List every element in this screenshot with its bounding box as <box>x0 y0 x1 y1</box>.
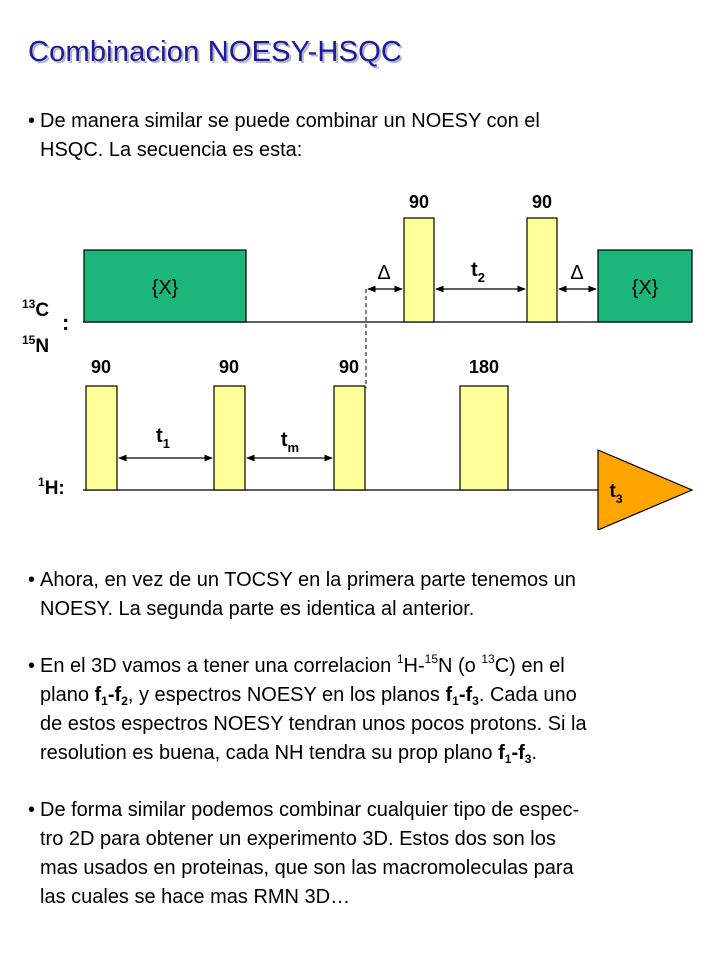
text-line: Ahora, en vez de un TOCSY en la primera parte tenemos un <box>40 569 576 591</box>
h-pulse-90-1 <box>86 386 117 490</box>
tm-label: $t_m$ <box>280 429 300 455</box>
text-line: NOESY. La segunda parte es identica al anterior. <box>40 598 475 620</box>
channel-colon: : <box>62 310 70 335</box>
t1-label: $t_1$ <box>156 425 170 451</box>
c-channel-label: $^{13}$C <box>22 297 50 321</box>
h-pulse-label-1: 90 <box>90 357 112 377</box>
t3-label: $t_3$ <box>609 481 623 506</box>
c-pulse-90-2 <box>527 218 557 322</box>
h-pulse-label-4: 180 <box>468 357 500 377</box>
bullet: • <box>28 569 36 591</box>
delta-label-right: Δ <box>570 262 584 284</box>
text-line: De forma similar podemos combinar cualquier tipo de espec- <box>40 799 580 821</box>
h-pulse-180 <box>460 386 508 490</box>
bullet: • <box>28 799 36 821</box>
text-line: mas usados en proteinas, que son las macromoleculas para <box>40 857 574 879</box>
h-pulse-90-2 <box>214 386 245 490</box>
text-line: tro 2D para obtener un experimento 3D. Estos dos son los <box>40 828 556 850</box>
text-line: En el 3D vamos a tener una correlacion $^1$H-$^{15}$N (o $^{13}$C) en el <box>40 652 565 677</box>
delta-label-left: Δ <box>377 262 391 284</box>
n-channel-label: $^{15}$N <box>22 333 50 357</box>
bullet: • <box>28 655 36 677</box>
text-line: resolution es buena, cada NH tendra su prop plano $f_1-f_3$. <box>40 742 538 766</box>
text-line: las cuales se hace mas RMN 3D… <box>40 886 351 908</box>
paragraph-noesy <box>28 566 708 624</box>
paragraph-intro <box>28 107 708 165</box>
bullet: • <box>28 110 36 132</box>
t2-label: $t_2$ <box>471 259 485 285</box>
h-channel-label: $^1$H: <box>38 475 65 499</box>
c-pulse-label-1: 90 <box>408 192 430 212</box>
decoupling-label-left: {X} <box>151 277 179 299</box>
text-line: plano $f_1-f_2$, y espectros NOESY en los planos $f_1-f_3$. Cada uno <box>40 684 577 708</box>
h-pulse-90-3 <box>334 386 365 490</box>
c-pulse-90-1 <box>404 218 434 322</box>
text-line: HSQC. La secuencia es esta: <box>40 139 303 161</box>
text-line: De manera similar se puede combinar un NOESY con el <box>40 110 540 132</box>
pulse-sequence-diagram <box>0 170 720 530</box>
decoupling-label-right: {X} <box>631 277 659 299</box>
h-pulse-label-2: 90 <box>218 357 240 377</box>
text-line: de estos espectros NOESY tendran unos pocos protons. Si la <box>40 713 587 735</box>
c-pulse-label-2: 90 <box>531 192 553 212</box>
page-title: Combinacion NOESY-HSQC <box>28 36 403 68</box>
h-pulse-label-3: 90 <box>338 357 360 377</box>
paragraph-combination <box>28 796 708 912</box>
paragraph-3d-correlation <box>28 652 708 768</box>
